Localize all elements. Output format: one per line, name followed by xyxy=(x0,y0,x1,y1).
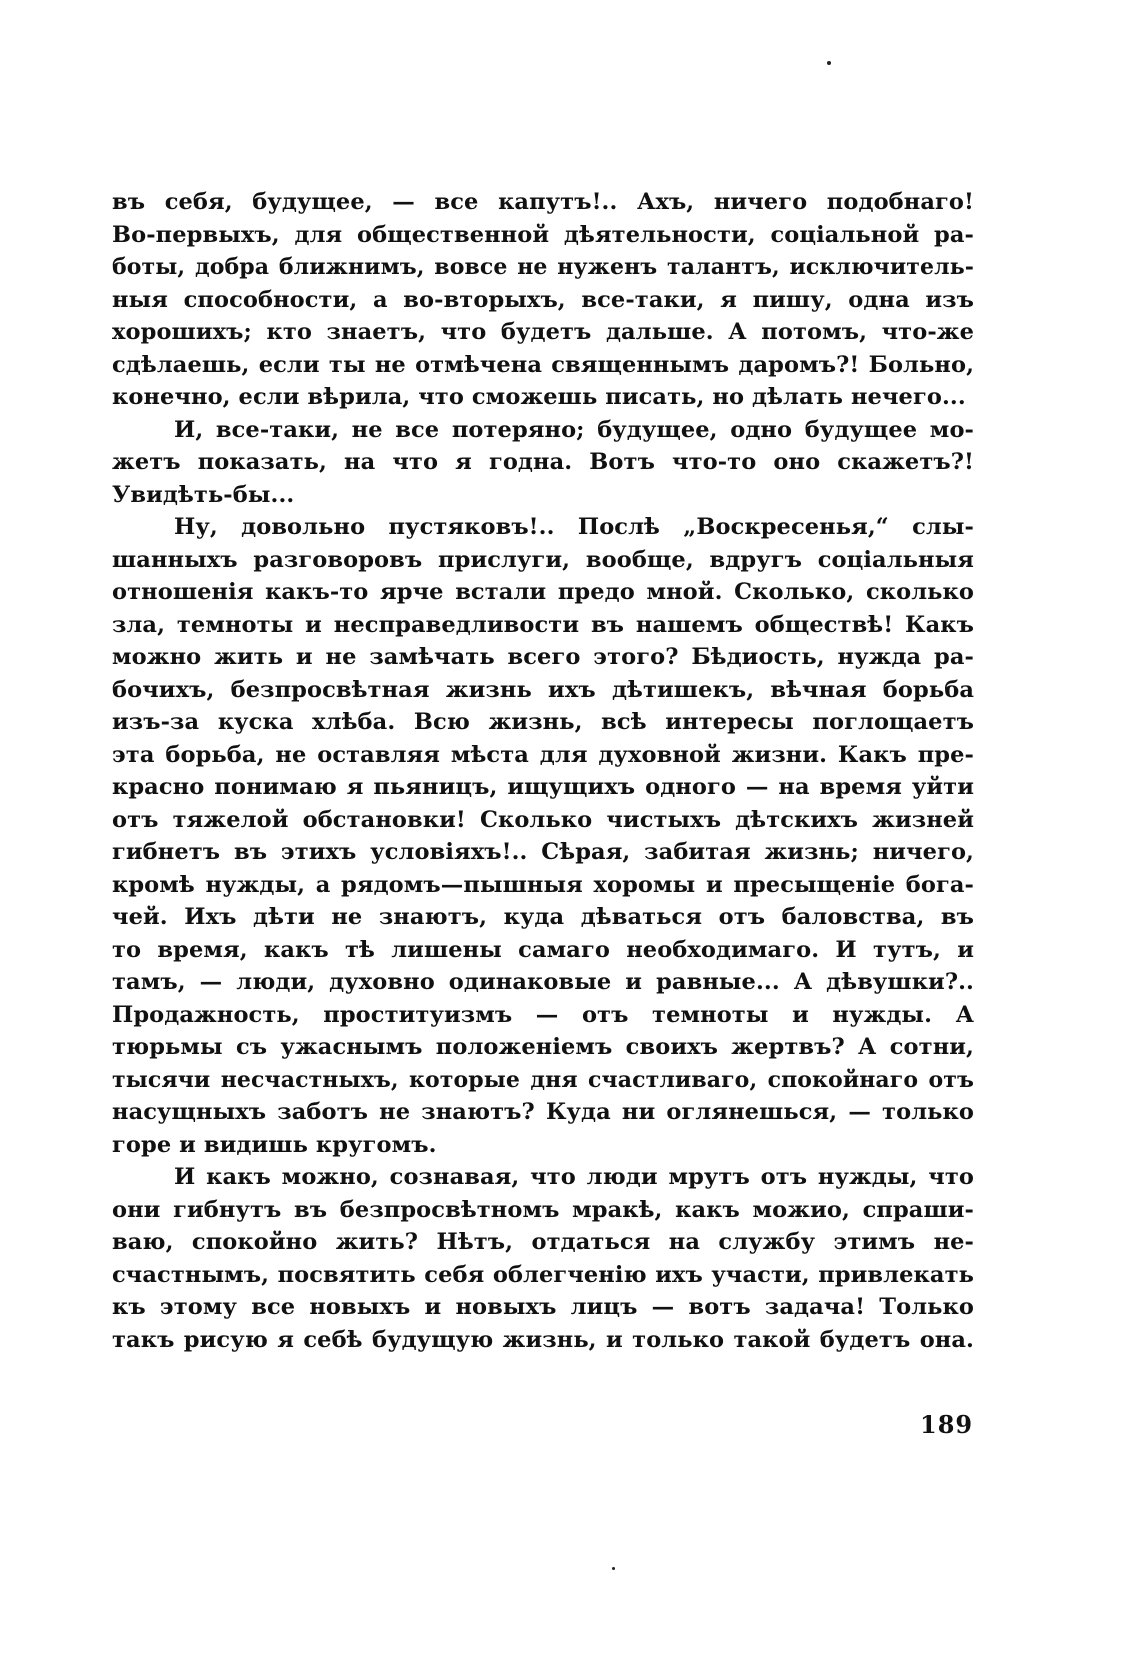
text-line: бочихъ, безпросвѣтная жизнь ихъ дѣтишекъ, вѣчная борьба xyxy=(112,676,974,703)
text-line: счастнымъ, посвятить себя облегченію ихъ участи, привлекать xyxy=(112,1261,974,1288)
body-text xyxy=(112,186,974,1356)
text-line: отношенія какъ-то ярче встали предо мной. Сколько, сколько xyxy=(112,579,974,605)
text-line: шанныхъ разговоровъ прислуги, вообще, вдругъ соціальныя xyxy=(112,546,974,573)
text-line: боты, добра ближнимъ, вовсе не нуженъ талантъ, исключитель- xyxy=(112,254,974,280)
text-line: тысячи несчастныхъ, которые дня счастливаго, спокойнаго отъ xyxy=(112,1066,974,1093)
print-speck xyxy=(612,1567,615,1570)
text-line: сдѣлаешь, если ты не отмѣчена священнымъ даромъ?! Больно, xyxy=(112,351,974,378)
text-line: отъ тяжелой обстановки! Сколько чистыхъ дѣтскихъ жизней xyxy=(112,806,974,833)
text-line: Во-первыхъ, для общественной дѣятельности, соціальной ра- xyxy=(112,221,974,248)
text-line: гибнетъ въ этихъ условіяхъ!.. Сѣрая, забитая жизнь; ничего, xyxy=(112,839,974,865)
text-line: хорошихъ; кто знаетъ, что будетъ дальше. А потомъ, что-же xyxy=(112,319,974,345)
text-line: И какъ можно, сознавая, что люди мрутъ отъ нужды, что xyxy=(174,1164,974,1190)
text-line: красно понимаю я пьяницъ, ищущихъ одного — на время уйти xyxy=(112,774,974,800)
text-line: Ну, довольно пустяковъ!.. Послѣ „Воскресенья,“ слы- xyxy=(174,514,974,540)
page-number: 189 xyxy=(920,1410,974,1439)
text-line: эта борьба, не оставляя мѣста для духовной жизни. Какъ пре- xyxy=(112,741,974,768)
text-line: тамъ, — люди, духовно одинаковые и равные... А дѣвушки?.. xyxy=(112,969,974,995)
text-line: ваю, спокойно жить? Нѣтъ, отдаться на службу этимъ не- xyxy=(112,1229,974,1255)
text-line: въ себя, будущее, — все капутъ!.. Ахъ, ничего подобнаго! xyxy=(112,189,974,215)
text-line: къ этому все новыхъ и новыхъ лицъ — вотъ задача! Только xyxy=(112,1294,974,1320)
text-line: зла, темноты и несправедливости въ нашемъ обществѣ! Какъ xyxy=(112,611,974,638)
text-line: ныя способности, а во-вторыхъ, все-таки, я пишу, одна изъ xyxy=(112,286,974,313)
text-line: жетъ показать, на что я годна. Вотъ что-то оно скажетъ?! xyxy=(112,449,974,475)
text-line: насущныхъ заботъ не знаютъ? Куда ни оглянешься, — только xyxy=(112,1099,974,1125)
text-line: кромѣ нужды, а рядомъ—пышныя хоромы и пресыщеніе бога- xyxy=(112,871,974,898)
text-line: Продажность, проституизмъ — отъ темноты и нужды. А xyxy=(112,1001,974,1028)
text-line: можно жить и не замѣчать всего этого? Бѣдиость, нужда ра- xyxy=(112,644,974,670)
text-line: конечно, если вѣрила, что сможешь писать, но дѣлать нечего... xyxy=(112,384,966,410)
text-line: тюрьмы съ ужаснымъ положеніемъ своихъ жертвъ? А сотни, xyxy=(112,1034,974,1060)
print-speck xyxy=(827,61,831,65)
text-line: то время, какъ тѣ лишены самаго необходимаго. И тутъ, и xyxy=(112,936,974,963)
text-line: горе и видишь кругомъ. xyxy=(112,1131,437,1158)
text-line: Увидѣть-бы... xyxy=(112,481,295,508)
text-line: такъ рисую я себѣ будущую жизнь, и только такой будетъ она. xyxy=(112,1326,974,1353)
text-line: чей. Ихъ дѣти не знаютъ, куда дѣваться отъ баловства, въ xyxy=(112,904,974,930)
text-line: И, все-таки, не все потеряно; будущее, одно будущее мо- xyxy=(174,416,974,443)
text-line: они гибнутъ въ безпросвѣтномъ мракѣ, какъ можио, спраши- xyxy=(112,1196,974,1223)
text-line: изъ-за куска хлѣба. Всю жизнь, всѣ интересы поглощаетъ xyxy=(112,709,974,735)
